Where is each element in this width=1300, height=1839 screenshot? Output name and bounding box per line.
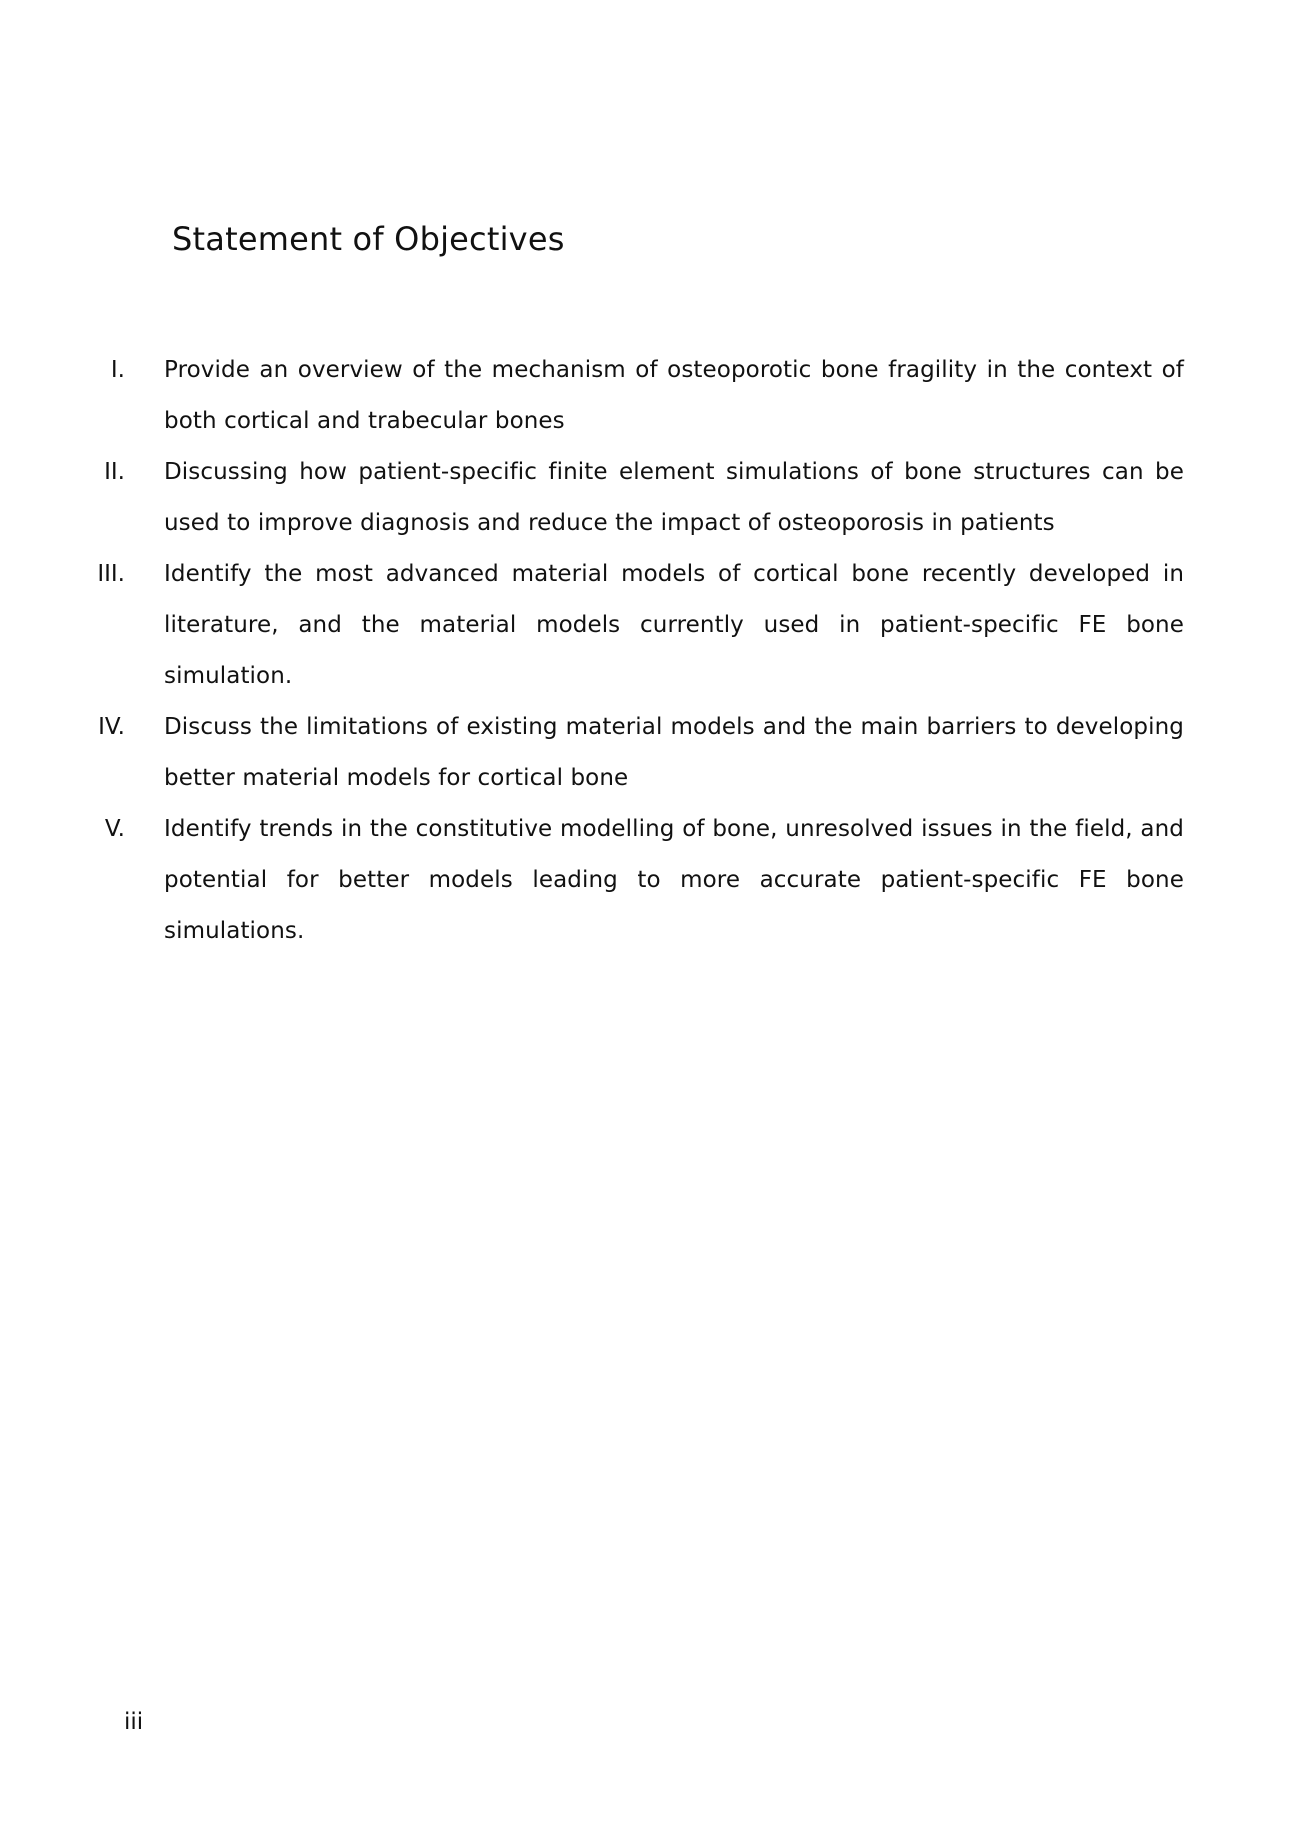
objective-text: Identify the most advanced material models of cortical bone recently developed in literature, and the material models currently used in patient-specific FE bone simulation.: [164, 561, 1184, 689]
objective-text: Identify trends in the constitutive modelling of bone, unresolved issues in the field, and potential for better models leading to more accurate patient-specific FE bone simulations.: [164, 816, 1184, 944]
page-title: Statement of Objectives: [172, 220, 565, 258]
page-number: iii: [124, 1709, 144, 1735]
objective-item: [0, 804, 1300, 957]
objective-text: Discuss the limitations of existing material models and the main barriers to developing better material models for cortical bone: [164, 714, 1184, 791]
objective-item: [0, 702, 1300, 804]
objective-item: [0, 549, 1300, 702]
objective-numeral: V.: [104, 816, 125, 842]
objective-numeral: III.: [97, 561, 125, 587]
objective-numeral: I.: [110, 357, 125, 383]
objective-item: [0, 447, 1300, 549]
objective-numeral: IV.: [98, 714, 125, 740]
objective-numeral: II.: [104, 459, 125, 485]
objective-text: Provide an overview of the mechanism of osteoporotic bone fragility in the context of both cortical and trabecular bones: [164, 357, 1184, 434]
objective-text: Discussing how patient-specific finite element simulations of bone structures can be used to improve diagnosis and reduce the impact of osteoporosis in patients: [164, 459, 1184, 536]
objectives-list: [0, 345, 1300, 957]
objective-item: [0, 345, 1300, 447]
